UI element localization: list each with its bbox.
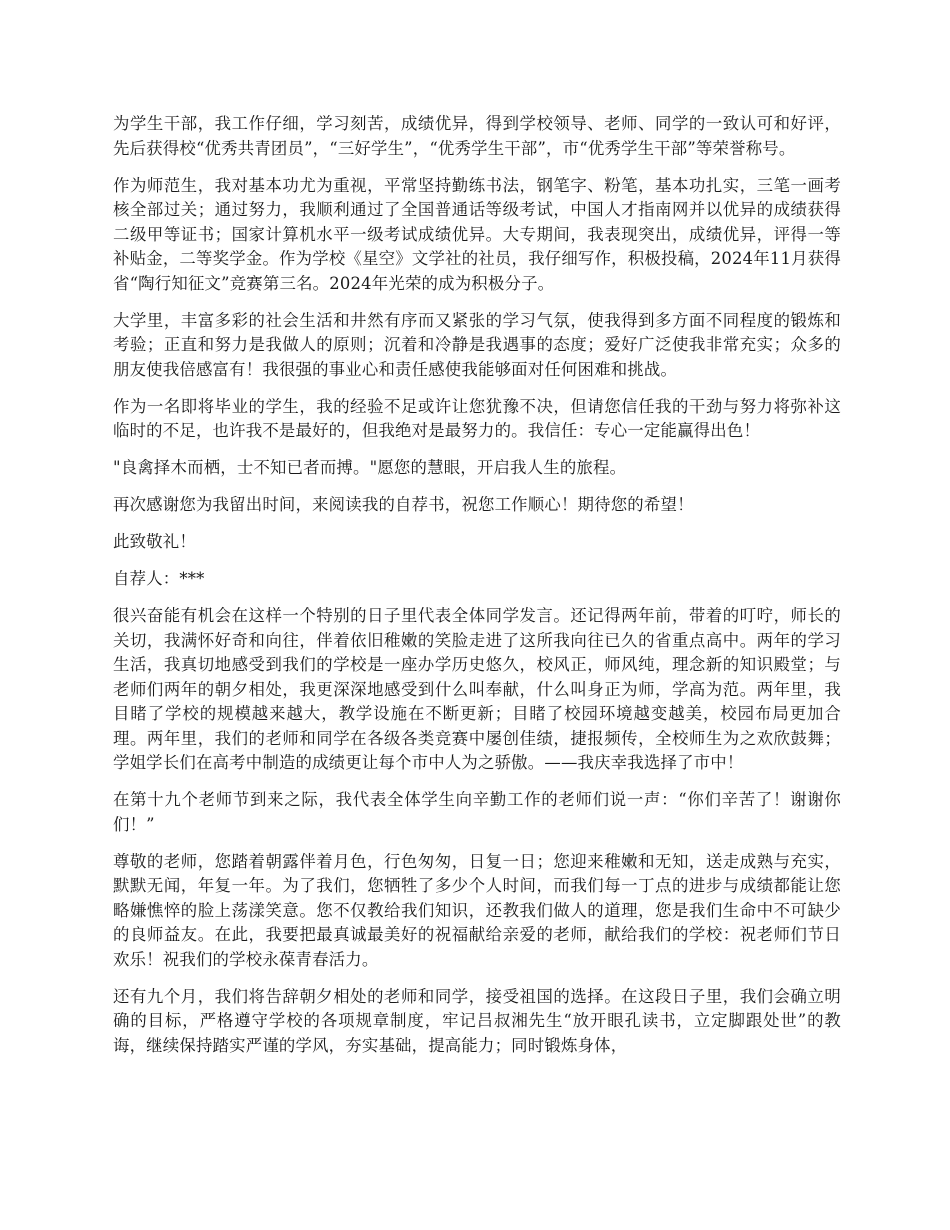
paragraph-future: 还有九个月，我们将告辞朝夕相处的老师和同学，接受祖国的选择。在这段日子里，我们会确立明确的目标，严格遵守学校的各项规章制度，牢记吕叔湘先生“放开眼孔读书，立定脚跟处世”的教诲，继续保持踏实严谨的学风，夯实基础，提高能力；同时锻炼身体，	[113, 986, 841, 1055]
paragraph-salutation: 此致敬礼！	[113, 532, 196, 551]
paragraph-speech-intro: 很兴奋能有机会在这样一个特别的日子里代表全体同学发言。还记得两年前，带着的叮咛，师长的关切，我满怀好奇和向往，伴着依旧稚嫩的笑脸走进了这所我向往已久的省重点高中。两年的学习生活，我真切地感受到我们的学校是一座办学历史悠久，校风正，师风纯，理念新的知识殿堂；与老师们两年的朝夕相处，我更深深地感受到什么叫奉献，什么叫身正为师，学高为范。两年里，我目睹了学校的规模越来越大，教学设施在不断更新；目睹了校园环境越变越美，校园布局更加合理。两年里，我们的老师和同学在各级各类竞赛中屡创佳绩，捷报频传，全校师生为之欢欣鼓舞；学姐学长们在高考中制造的成绩更让每个市中人为之骄傲。——我庆幸我选择了市中！	[113, 606, 841, 772]
paragraph-effort: 作为一名即将毕业的学生，我的经验不足或许让您犹豫不决，但请您信任我的干劲与努力将弥补这临时的不足，也许我不是最好的，但我绝对是最努力的。我信任：专心一定能赢得出色！	[113, 396, 841, 440]
document-body	[113, 112, 841, 1071]
paragraph-quote: "良禽择木而栖，士不知已者而搏。"愿您的慧眼，开启我人生的旅程。	[113, 458, 627, 477]
paragraph-university: 大学里，丰富多彩的社会生活和井然有序而又紧张的学习气氛，使我得到多方面不同程度的锻炼和考验；正直和努力是我做人的原则；沉着和冷静是我遇事的态度；爱好广泛使我非常充实；众多的朋友使我倍感富有！我很强的事业心和责任感使我能够面对任何困难和挑战。	[113, 310, 841, 379]
paragraph-thanks: 再次感谢您为我留出时间，来阅读我的自荐书，祝您工作顺心！期待您的希望！	[113, 495, 694, 514]
paragraph-honors: 为学生干部，我工作仔细，学习刻苦，成绩优异，得到学校领导、老师、同学的一致认可和好评，先后获得校“优秀共青团员”，“三好学生”，“优秀学生干部”，市“优秀学生干部”等荣誉称号。	[113, 114, 841, 158]
paragraph-tribute: 尊敬的老师，您踏着朝露伴着月色，行色匆匆，日复一日；您迎来稚嫩和无知，送走成熟与充实，默默无闻，年复一年。为了我们，您牺牲了多少个人时间，而我们每一丁点的进步与成绩都能让您略嫌憔悴的脸上荡漾笑意。您不仅教给我们知识，还教我们做人的道理，您是我们生命中不可缺少的良师益友。在此，我要把最真诚最美好的祝福献给亲爱的老师，献给我们的学校：祝老师们节日欢乐！祝我们的学校永葆青春活力。	[113, 851, 841, 969]
paragraph-signature: 自荐人：***	[113, 569, 205, 588]
paragraph-teachers-day: 在第十九个老师节到来之际，我代表全体学生向辛勤工作的老师们说一声：“你们辛苦了！谢谢你们！”	[113, 790, 841, 834]
paragraph-skills: 作为师范生，我对基本功尤为重视，平常坚持勤练书法，钢笔字、粉笔，基本功扎实，三笔一画考核全部过关；通过努力，我顺利通过了全国普通话等级考试，中国人才指南网并以优异的成绩获得二级甲等证书；国家计算机水平一级考试成绩优异。大专期间，我表现突出，成绩优异，评得一等补贴金，二等奖学金。作为学校《星空》文学社的社员，我仔细写作，积极投稿，2024年11月获得省“陶行知征文”竞赛第三名。2024年光荣的成为积极分子。	[113, 175, 841, 293]
